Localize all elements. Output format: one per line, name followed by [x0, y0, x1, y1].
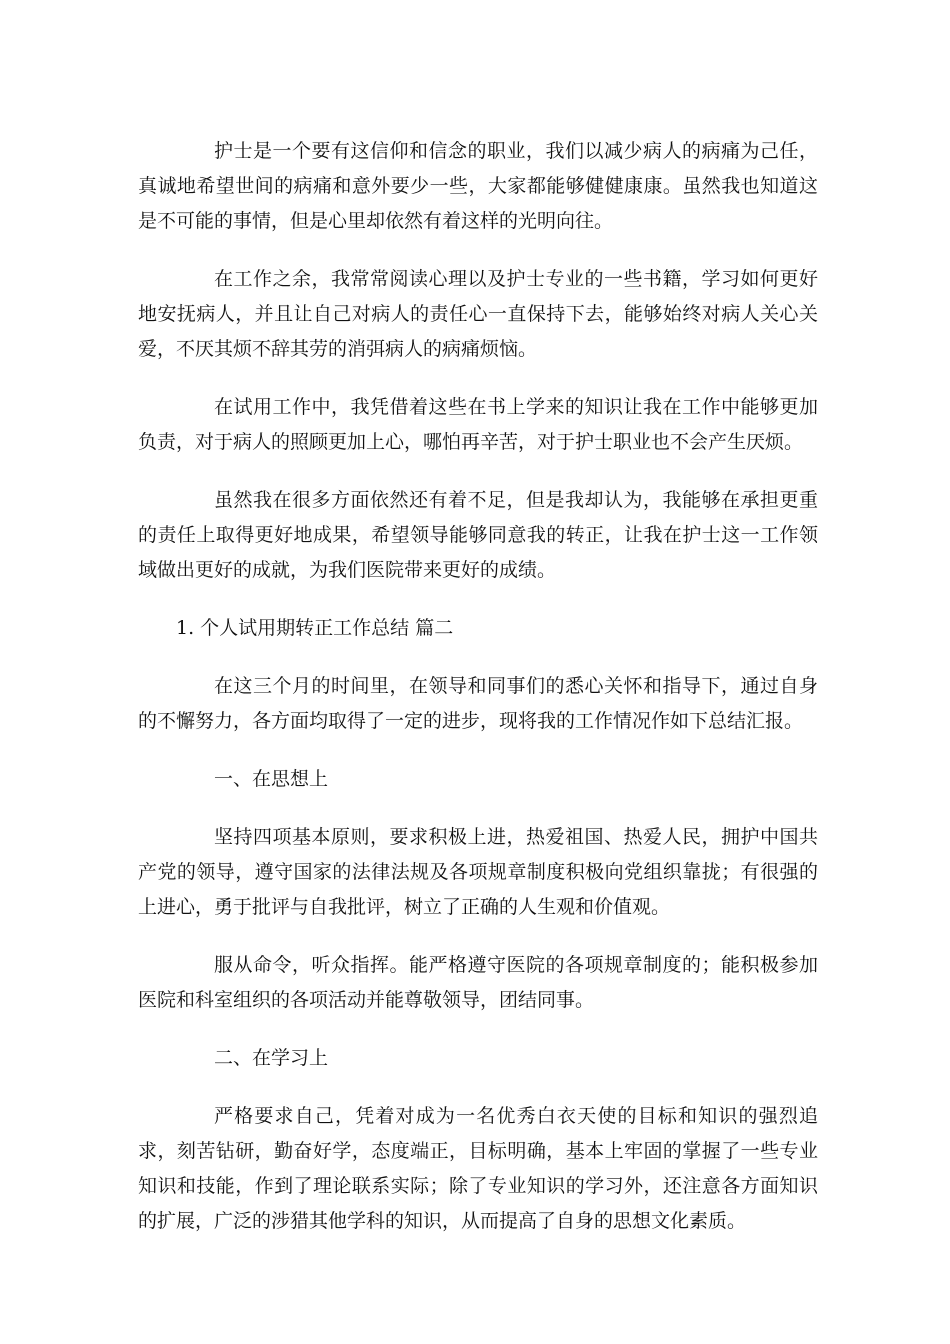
paragraph: 坚持四项基本原则，要求积极上进，热爱祖国、热爱人民，拥护中国共产党的领导，遵守国家的法律法规及各项规章制度积极向党组织靠拢；有很强的上进心，勇于批评与自我批评，树立了正确的人生观和价值观。	[138, 826, 818, 918]
section-heading: 1. 个人试用期转正工作总结 篇二	[176, 617, 454, 639]
paragraph: 严格要求自己，凭着对成为一名优秀白衣天使的目标和知识的强烈追求，刻苦钻研，勤奋好学，态度端正，目标明确，基本上牢固的掌握了一些专业知识和技能，作到了理论联系实际；除了专业知识的学习外，还注意各方面知识的扩展，广泛的涉猎其他学科的知识，从而提高了自身的思想文化素质。	[138, 1105, 818, 1232]
document-body	[138, 134, 818, 1262]
subheading-study: 二、在学习上	[214, 1047, 329, 1069]
paragraph: 服从命令，听众指挥。能严格遵守医院的各项规章制度的；能积极参加医院和科室组织的各项活动并能尊敬领导，团结同事。	[138, 954, 818, 1011]
paragraph: 在试用工作中，我凭借着这些在书上学来的知识让我在工作中能够更加负责，对于病人的照顾更加上心，哪怕再辛苦，对于护士职业也不会产生厌烦。	[138, 396, 818, 453]
intro-paragraph: 在这三个月的时间里，在领导和同事们的悉心关怀和指导下，通过自身的不懈努力，各方面均取得了一定的进步，现将我的工作情况作如下总结汇报。	[138, 675, 818, 732]
paragraph: 虽然我在很多方面依然还有着不足，但是我却认为，我能够在承担更重的责任上取得更好地成果，希望领导能够同意我的转正，让我在护士这一工作领域做出更好的成就，为我们医院带来更好的成绩。	[138, 489, 818, 581]
paragraph: 护士是一个要有这信仰和信念的职业，我们以减少病人的病痛为己任，真诚地希望世间的病痛和意外要少一些，大家都能够健健康康。虽然我也知道这是不可能的事情，但是心里却依然有着这样的光明向往。	[138, 140, 818, 232]
subheading-thought: 一、在思想上	[214, 768, 329, 790]
paragraph: 在工作之余，我常常阅读心理以及护士专业的一些书籍，学习如何更好地安抚病人，并且让自己对病人的责任心一直保持下去，能够始终对病人关心关爱，不厌其烦不辞其劳的消弭病人的病痛烦恼。	[138, 268, 818, 360]
